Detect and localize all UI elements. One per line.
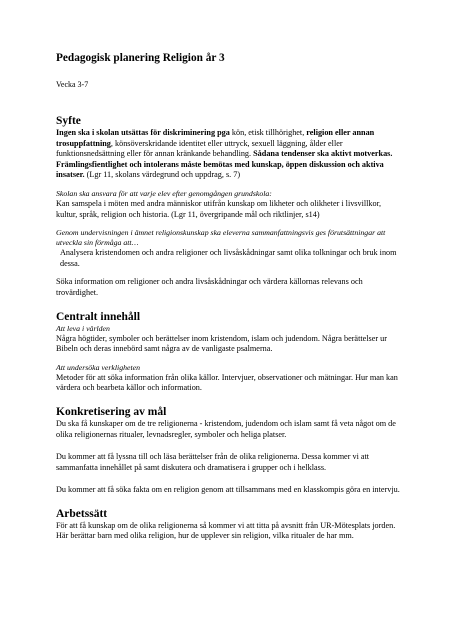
arbetssatt-p1: För att få kunskap om de olika religionerna så kommer vi att titta på avsnitt från UR-Mötesplats jorden. Här berättar barn med olika religion, hur de upplever sin religion, vilka ritualer de har mm. bbox=[56, 520, 396, 541]
intro-seg: religion eller annan trosuppfattning bbox=[56, 128, 375, 148]
responsibility-intro: Skolan ska ansvara för att varje elev efter genomgången grundskola: bbox=[56, 188, 272, 198]
konkret-p2: Du kommer att få lyssna till och läsa berättelser från de olika religionerna. Dessa kommer vi att sammanfatta innehållet på samt diskutera och dramatisera i grupper och i helklass. bbox=[56, 452, 370, 472]
central-sub2: Att undersöka verkligheten bbox=[56, 362, 141, 372]
search-text: Söka information om religioner och andra livsåskådningar och värdera källornas relevans och trovärdighet. bbox=[56, 277, 363, 297]
central-text2: Metoder för att söka information från olika källor. Intervjuer, observationer och mätningar. Hur man kan värdera och bearbeta källor och information. bbox=[56, 372, 398, 393]
intro-seg: Sådana tendenser ska aktivt motverkas. Främlingsfientlighet och intolerans måste bemötas med kunskap, öppen diskussion och aktiva insatser. bbox=[56, 149, 393, 180]
heading-arbetssatt: Arbetssätt bbox=[56, 507, 108, 520]
heading-centralt: Centralt innehåll bbox=[56, 310, 141, 323]
heading-konkretisering: Konkretisering av mål bbox=[56, 405, 167, 418]
intro-seg: , könsöverskridande identitet eller uttryck, sexuell läggning, ålder eller funktionsnedsättning eller för annan kränkande behandling. bbox=[56, 138, 343, 159]
document-title: Pedagogisk planering Religion år 3 bbox=[56, 52, 225, 64]
teaching-text: Analysera kristendomen och andra religioner och livsåskådningar samt olika tolkningar och bruk inom dessa. bbox=[60, 248, 397, 268]
syfte-intro bbox=[56, 128, 402, 181]
intro-seg: (Lgr 11, skolans värdegrund och uppdrag, s. 7) bbox=[84, 170, 241, 180]
teaching-intro: Genom undervisningen i ämnet religionskunskap ska eleverna sammanfattningsvis ges förutsättningar att utveckla sin förmåga att… bbox=[56, 228, 386, 248]
week-label: Vecka 3-7 bbox=[56, 80, 89, 89]
konkret-p3: Du kommer att få söka fakta om en religion genom att tillsammans med en klasskompis göra en intervju. bbox=[56, 485, 400, 495]
responsibility-text: Kan samspela i möten med andra människor utifrån kunskap om likheter och olikheter i livsvillkor, kultur, språk, religion och historia. (Lgr 11, övergripande mål och riktlinjer, s14) bbox=[56, 198, 382, 219]
intro-seg: Ingen ska i skolan utsättas för diskriminering pga bbox=[56, 128, 230, 137]
heading-syfte: Syfte bbox=[56, 115, 81, 127]
central-sub1: Att leva i världen bbox=[56, 323, 110, 333]
konkret-p1: Du ska få kunskaper om de tre religionerna - kristendom, judendom och islam samt få veta något om de olika religionernas ritualer, levnadsregler, symboler och heliga platser. bbox=[56, 418, 396, 439]
intro-seg: kön, etisk tillhörighet, bbox=[229, 128, 307, 137]
central-text1: Några högtider, symboler och berättelser inom kristendom, islam och judendom. Några berättelser ur Bibeln och deras innebörd samt några av de vanligaste psalmerna. bbox=[56, 333, 387, 354]
